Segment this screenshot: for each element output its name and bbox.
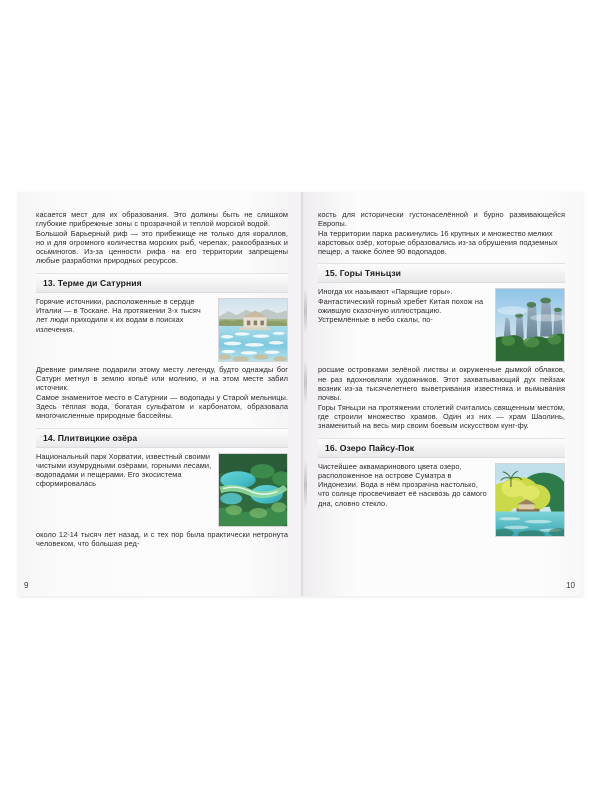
page-edge-mark (304, 460, 307, 510)
section-16-wrapped-text: Чистейшее аквамаринового цвета озеро, расположенное на острове Суматра в Индонезии. Вода в нём прозрачна настолько, что солнце просвечивает её насквозь до самого дна, словно стекло. (318, 461, 487, 508)
left-intro-paragraph-1: касается мест для их образования. Это должны быть не слишком глубокие прибрежные зоны с прозрачной и теплой морской водой. (36, 210, 288, 229)
section-14-wrap (36, 452, 288, 530)
section-13-wrap (36, 297, 288, 365)
section-16 (318, 438, 565, 540)
section-13 (36, 273, 288, 421)
section-14 (36, 428, 288, 549)
saturnia-thermal-springs-photo (218, 298, 288, 362)
right-page (302, 192, 583, 596)
section-15 (318, 263, 565, 430)
right-intro-paragraph-2: На территории парка раскинулись 16 крупных и множество мелких карстовых озёр, которые образовались из-за обрушения подземных пещер, а также более 90 водопадов. (318, 228, 558, 257)
page-edge-mark (304, 288, 307, 334)
section-16-heading: 16. Озеро Пайсу-Пок (318, 438, 565, 458)
book-spread (18, 192, 583, 596)
left-intro-paragraph-2: Большой Барьерный риф — это прибежище не только для кораллов, но и для огромного количества морских рыб, черепах, ракообразных и осьминогов. Из-за ценности рифа на его территории запрещены любые разработки природных ресурсов. (36, 228, 288, 266)
paisupok-lake-photo (495, 463, 565, 537)
left-page-number: 9 (24, 581, 29, 590)
plitvice-lakes-photo (218, 453, 288, 527)
section-13-paragraph-1: Древние римляне подарили этому месту легенду, будто однажды бог Сатурн метнул в землю копьё или молнию, и на этом месте забил источник. (36, 364, 288, 393)
section-15-wrap (318, 287, 565, 365)
right-intro-paragraph-1: кость для исторически густонаселённой и бурно развивающейся Европы. (318, 210, 565, 229)
section-14-heading: 14. Плитвицкие озёра (36, 428, 288, 448)
section-13-paragraph-2: Самое знаменитое место в Сатурнии — водопады у Старой мельницы. Здесь тёплая вода, богатая сульфатом и карбонатом, образовала многочисленные природные бассейны. (36, 392, 288, 421)
section-15-paragraph-1: росшие островками зелёной листвы и окруженные дымкой облаков, не раз вдохновляли художников. Этот захватывающий дух пейзаж возник из-за тысячелетнего выветривания известняка и вымывания почвы. (318, 365, 565, 403)
section-15-wrapped-text: Иногда их называют «Парящие горы». Фантастический горный хребет Китая похож на ожившую сказочную иллюстрацию. Устремлённые в небо скалы, по- (318, 287, 484, 325)
page-edge-mark (304, 360, 307, 404)
section-16-wrap (318, 462, 565, 540)
section-14-wrapped-text: Национальный парк Хорватии, известный своими чистыми изумрудными озёрами, горными лесами, водопадами и пещерами. Его экосистема сформировалась (36, 451, 212, 489)
section-14-paragraph-1: около 12-14 тысяч лет назад, и с тех пор была практически нетронута человеком, что большая ред- (36, 529, 288, 548)
right-page-number: 10 (566, 581, 575, 590)
section-15-heading: 15. Горы Тяньцзи (318, 263, 565, 283)
left-page (18, 192, 302, 596)
tianzi-mountains-photo (495, 288, 565, 362)
section-13-wrapped-text: Горячие источники, расположенные в сердце Италии — в Тоскане. На протяжении 3-х тысяч лет люди приходили к их водам в поисках излечения. (36, 296, 201, 334)
section-15-paragraph-2: Горы Тяньцзи на протяжении столетий считались священным местом, где строили множество храмов. Один из них — храм Шаолинь, знаменитый на весь мир своим боевым искусством кунг-фу. (318, 402, 565, 431)
section-13-heading: 13. Терме ди Сатурния (36, 273, 288, 293)
